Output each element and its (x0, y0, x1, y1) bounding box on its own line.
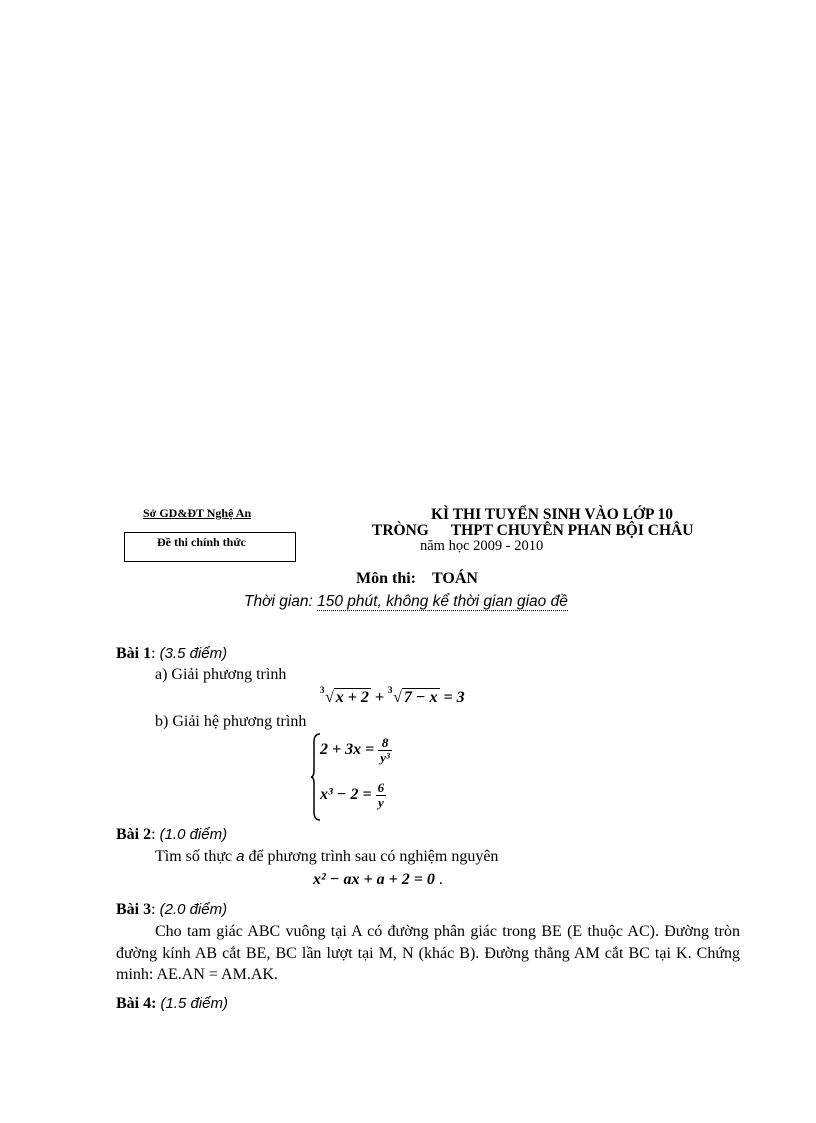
problem-1a-equation: 3 √ x + 2 + 3 √ 7 − x = 3 (320, 685, 465, 706)
exam-title: KÌ THI TUYỂN SINH VÀO LỚP 10 (431, 506, 674, 523)
school-year: năm học 2009 - 2010 (420, 538, 544, 554)
problem-1a-text: a) Giải phương trình (155, 666, 287, 683)
problem-1-heading: Bài 1: (3.5 điểm) (116, 645, 228, 662)
subject-line (356, 570, 478, 588)
problem-2-equation: x² − ax + a + 2 = 0 . (313, 871, 443, 888)
system-equation-2: x³ − 2 = $\frac{6}{y}$ (320, 780, 385, 810)
problem-2-text: Tìm số thực a để phương trình sau có nghiệm nguyên (155, 848, 499, 865)
school-label: TRÒNG (372, 522, 429, 539)
subject-name: TOÁN (432, 570, 478, 587)
problem-4-label: Bài 4: (116, 995, 157, 1012)
problem-3-label: Bài 3 (116, 901, 152, 918)
time-duration: 150 phút, không kể thời gian giao đề (317, 593, 568, 610)
official-exam-box (124, 532, 296, 562)
problem-4-heading (116, 995, 228, 1013)
problem-3-text: Cho tam giác ABC vuông tại A có đường phân giác trong BE (E thuộc AC). Đường tròn đường kính AB cắt BE, BC lần lượt tại M, N (khác B). Đường thẳng AM cắt BC tại K. Chứng minh: AE.AN = AM.AK. (116, 923, 740, 983)
department-name: Sở GD&ĐT Nghệ An (143, 506, 252, 520)
problem-2-heading: Bài 2: (1.0 điểm) (116, 826, 228, 843)
school-name: THPT CHUYÊN PHAN BỘI CHÂU (450, 522, 694, 539)
time-line (244, 593, 568, 611)
time-prefix: Thời gian: (244, 593, 313, 610)
problem-4-points: (1.5 điểm) (160, 995, 228, 1012)
problem-1-label: Bài 1 (116, 645, 152, 662)
problem-2-points: (1.0 điểm) (159, 826, 228, 843)
problem-1-points: (3.5 điểm) (159, 645, 228, 662)
problem-3-heading: Bài 3: (2.0 điểm) (116, 901, 228, 918)
problem-1b-text: b) Giải hệ phương trình (155, 713, 307, 730)
doc-type-label: Đề thi chính thức (157, 535, 246, 549)
subject-label: Môn thi: (356, 570, 416, 587)
system-equation-1: 2 + 3x = $\frac{8}{\text{y³}}$ (320, 735, 390, 765)
problem-2-label: Bài 2 (116, 826, 152, 843)
problem-3-points: (2.0 điểm) (159, 901, 228, 918)
